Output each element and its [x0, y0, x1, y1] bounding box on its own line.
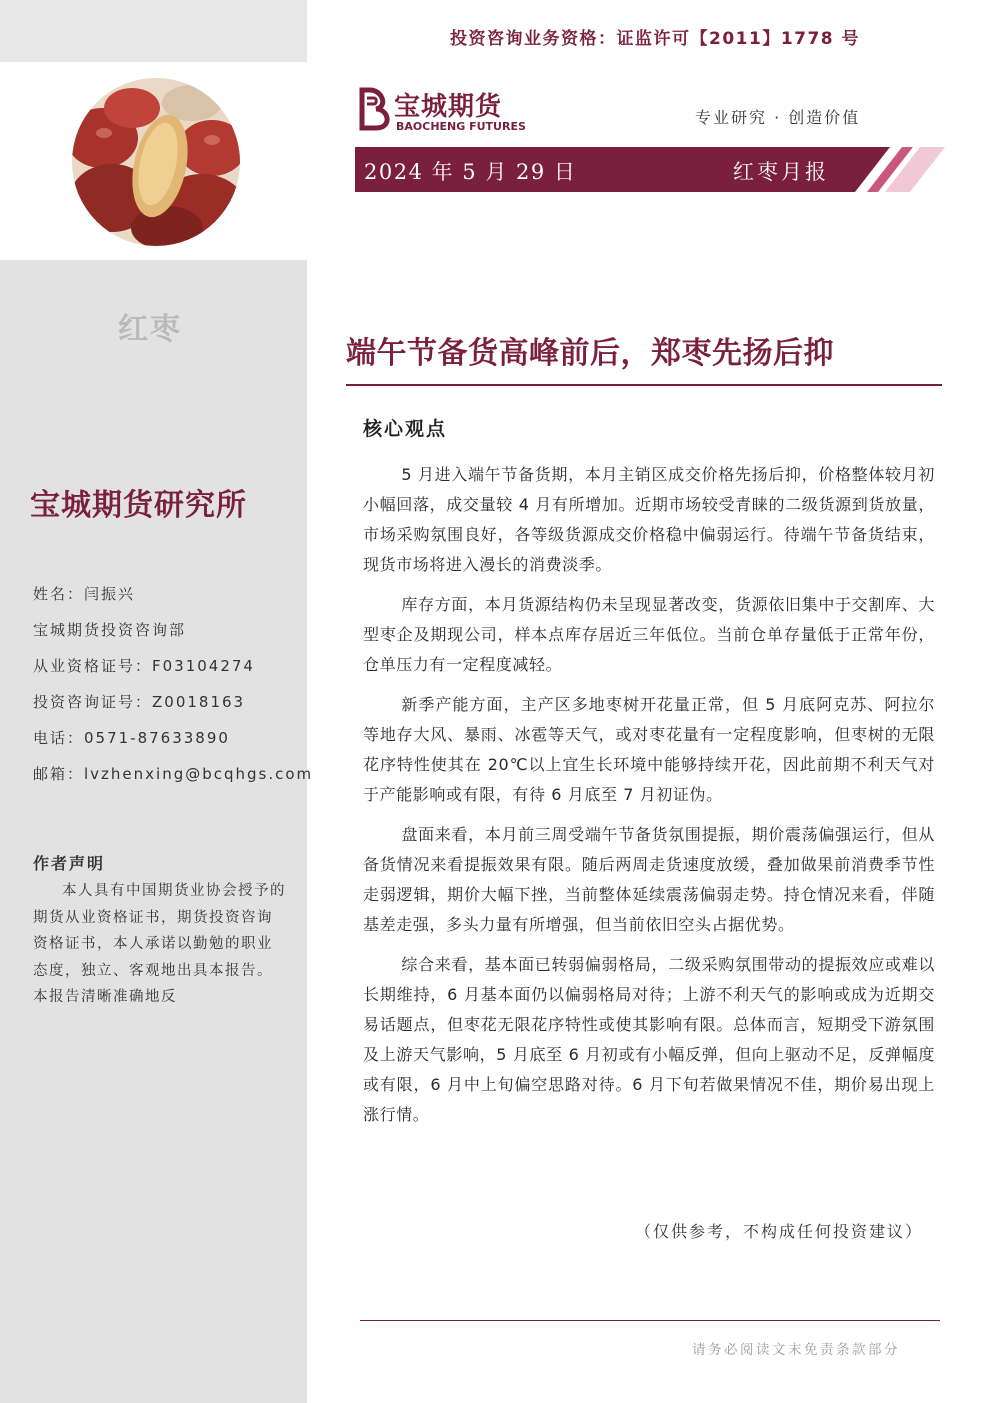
license-text: 投资咨询业务资格：证监许可【2011】1778 号: [450, 29, 861, 49]
author-info: [33, 583, 313, 799]
category-label: 红枣: [118, 312, 182, 347]
paragraph-summary: 综合来看，基本面已转弱偏弱格局，二级采购氛围带动的提振效应或难以长期维持，6 月基本面仍以偏弱格局对待；上游不利天气的影响或成为近期交易话题点，但枣花无限花序特性或使其影响有限。总体而言，短期受下游氛围及上游天气影响，5 月底至 6 月初或有小幅反弹，但向上驱动不足，反弹幅度或有限，6 月中上旬偏空思路对待。6 月下旬若做果情况不佳，期价易出现上涨行情。: [363, 955, 935, 1124]
logo-name: 宝城期货: [394, 92, 503, 122]
slogan: 专业研究 · 创造价值: [695, 108, 861, 127]
footer-note: 请务必阅读文末免责条款部分: [692, 1342, 900, 1358]
disclaimer: （仅供参考，不构成任何投资建议）: [635, 1222, 924, 1241]
department: 宝城期货投资咨询部: [33, 621, 187, 639]
email: 邮箱：lvzhenxing@bcqhgs.com: [33, 765, 314, 783]
institute-name: 宝城期货研究所: [30, 488, 247, 523]
consulting-number: 投资咨询证号：Z0018163: [33, 693, 246, 711]
report-type: 红枣月报: [733, 160, 829, 184]
paragraph-futures: 盘面来看，本月前三周受端午节备货氛围提振，期价震荡偏强运行，但从备货情况来看提振效果有限。随后两周走货速度放缓，叠加做果前消费季节性走弱逻辑，期价大幅下挫，当前整体延续震荡偏弱走势。持仓情况来看，伴随基差走强，多头力量有所增强，但当前依旧空头占据优势。: [363, 825, 935, 934]
section-title: 核心观点: [363, 418, 448, 440]
sidebar-top-band: [0, 0, 307, 62]
paragraph-market: 5 月进入端午节备货期，本月主销区成交价格先扬后抑，价格整体较月初小幅回落，成交量较 4 月有所增加。近期市场较受青睐的二级货源到货放量，市场采购氛围良好，各等级货源成交价格稳中偏弱运行。待端午节备货结束，现货市场将进入漫长的消费淡季。: [363, 465, 935, 574]
jujube-photo: [72, 78, 240, 246]
headline: 端午节备货高峰前后，郑枣先扬后抑: [346, 336, 834, 371]
paragraph-inventory: 库存方面，本月货源结构仍未呈现显著改变，货源依旧集中于交割库、大型枣企及期现公司，样本点库存居近三年低位。当前仓单存量低于正常年份，仓单压力有一定程度减轻。: [363, 595, 935, 674]
qualification-number: 从业资格证号：F03104274: [33, 657, 255, 675]
declaration-body: 本人具有中国期货业协会授予的期货从业资格证书，期货投资咨询资格证书，本人承诺以勤勉的职业态度，独立、客观地出具本报告。本报告清晰准确地反: [33, 883, 286, 1005]
company-logo: [356, 86, 526, 136]
core-views: [363, 460, 935, 1140]
author-name: 姓名：闫振兴: [33, 585, 136, 603]
report-date: 2024 年 5 月 29 日: [364, 160, 577, 184]
declaration-title: 作者声明: [33, 854, 106, 873]
footer-divider: [360, 1320, 940, 1321]
logo-mark-icon: [356, 86, 392, 132]
logo-english: BAOCHENG FUTURES: [396, 120, 526, 133]
headline-divider: [346, 384, 942, 386]
paragraph-capacity: 新季产能方面，主产区多地枣树开花量正常，但 5 月底阿克苏、阿拉尔等地存大风、暴雨、冰雹等天气，或对枣花量有一定程度影响，但枣树的无限花序特性使其在 20℃以上宜生长环境中能够持续开花，因此前期不利天气对于产能影响或有限，有待 6 月底至 7 月初证伪。: [363, 695, 935, 804]
phone: 电话：0571-87633890: [33, 729, 230, 747]
